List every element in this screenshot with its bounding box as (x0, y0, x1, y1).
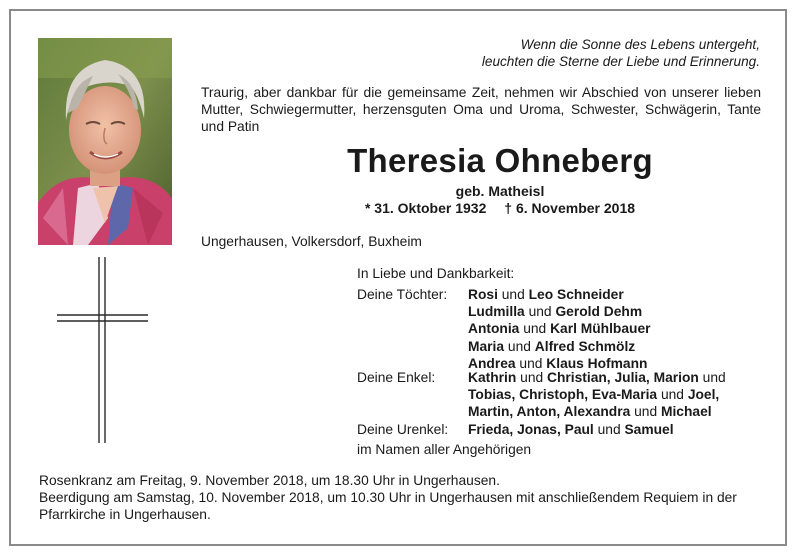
daughters-section (357, 286, 777, 374)
great-grandchildren-section (357, 421, 777, 439)
cross-icon (55, 255, 150, 445)
thanks-line: In Liebe und Dankbarkeit: (357, 266, 515, 281)
list-item: Rosi und Leo Schneider (468, 287, 624, 302)
motto-line-2: leuchten die Sterne der Liebe und Erinnerung. (481, 54, 760, 69)
grandchildren-section (357, 369, 777, 423)
list-item: Martin, Anton, Alexandra und Michael (468, 404, 712, 420)
list-item: Maria und Alfred Schmölz (468, 338, 636, 354)
list-item: Antonia und Karl Mühlbauer (468, 321, 651, 337)
birth-date: * 31. Oktober 1932 (364, 200, 487, 216)
maiden-name: geb. Matheisl (455, 183, 545, 199)
great-grandchildren-label: Deine Urenkel: (357, 422, 449, 437)
life-dates (200, 199, 800, 217)
service-info (39, 472, 769, 523)
closing-line: im Namen aller Angehörigen (357, 442, 532, 457)
places-line: Ungerhausen, Volkersdorf, Buxheim (201, 234, 422, 249)
intro-text: Traurig, aber dankbar für die gemeinsame Zeit, nehmen wir Abschied von unserer lieben Mutter, Schwiegermutter, herzensguten Oma und Uroma, Schwester, Schwägerin, Tante und Patin (201, 85, 761, 134)
list-item: Andrea und Klaus Hofmann (468, 355, 648, 371)
rosary-info: Rosenkranz am Freitag, 9. November 2018, um 18.30 Uhr in Ungerhausen. (39, 473, 500, 488)
motto-quote (380, 36, 760, 70)
portrait-photo (38, 38, 172, 245)
death-date: † 6. November 2018 (504, 200, 636, 216)
burial-info: Beerdigung am Samstag, 10. November 2018, um 10.30 Uhr in Ungerhausen mit anschließendem Requiem in der Pfarrkirche in Ungerhausen. (39, 490, 737, 522)
deceased-name: Theresia Ohneberg (347, 142, 653, 179)
list-item: Frieda, Jonas, Paul und Samuel (468, 422, 674, 437)
grandchildren-label: Deine Enkel: (357, 370, 436, 385)
daughters-label: Deine Töchter: (357, 287, 448, 302)
list-item: Kathrin und Christian, Julia, Marion und (468, 370, 726, 385)
motto-line-1: Wenn die Sonne des Lebens untergeht, (520, 37, 760, 52)
list-item: Tobias, Christoph, Eva-Maria und Joel, (468, 387, 720, 403)
list-item: Ludmilla und Gerold Dehm (468, 304, 643, 320)
